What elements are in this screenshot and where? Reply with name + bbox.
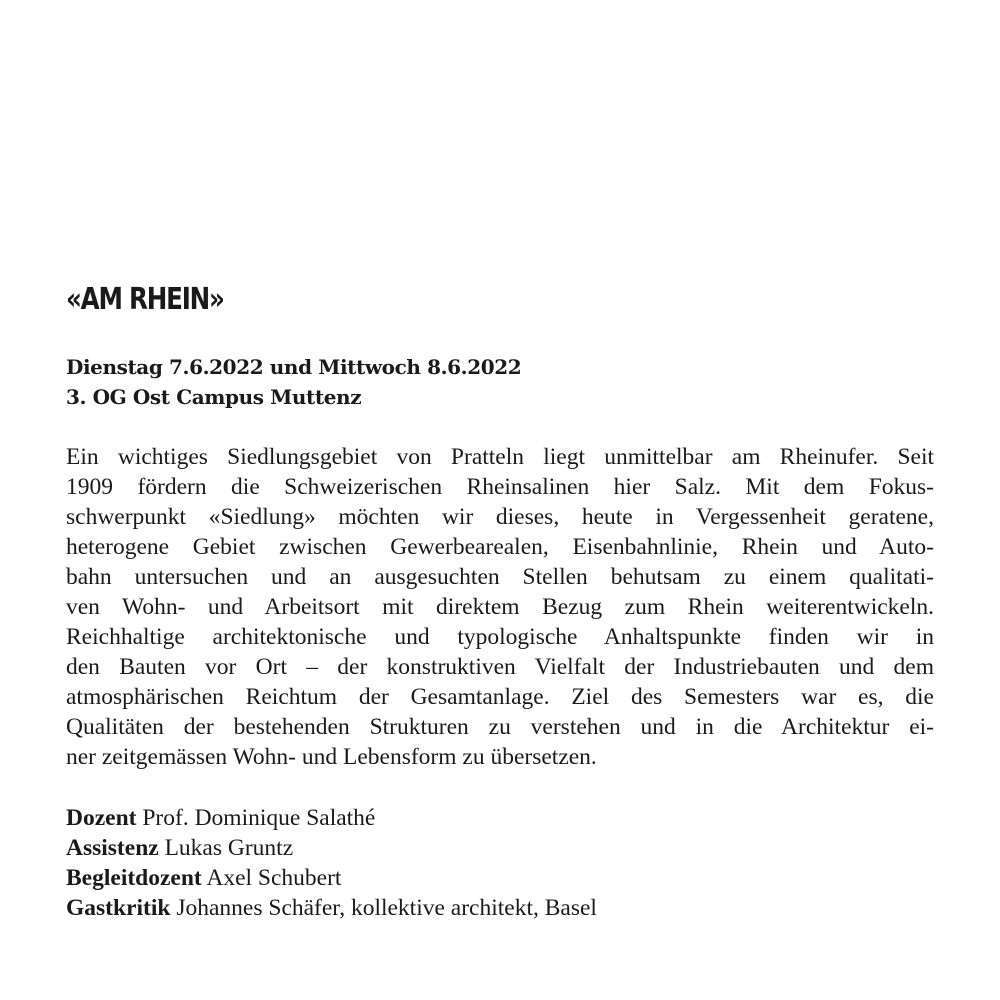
event-date: Dienstag 7.6.2022 und Mittwoch 8.6.2022	[66, 355, 522, 379]
paragraph-line: ven Wohn- und Arbeitsort mit direktem Bezug zum Rhein weiterentwickeln.	[66, 594, 934, 620]
credit-name: Johannes Schäfer, kollektive architekt, Basel	[176, 895, 597, 921]
credit-row-dozent	[66, 803, 934, 833]
credit-name: Lukas Gruntz	[164, 835, 294, 861]
event-info	[66, 352, 934, 412]
paragraph-line: den Bauten vor Ort – der konstruktiven Vielfalt der Industriebauten und dem	[66, 654, 934, 680]
paragraph-line: 1909 fördern die Schweizerischen Rheinsalinen hier Salz. Mit dem Fokus-	[66, 474, 934, 500]
credit-name: Axel Schubert	[206, 865, 342, 891]
credit-role: Dozent	[66, 805, 137, 831]
paragraph-line: Reichhaltige architektonische und typologische Anhaltspunkte finden wir in	[66, 624, 934, 650]
credit-name: Prof. Dominique Salathé	[142, 805, 376, 831]
credit-row-begleitdozent	[66, 863, 934, 893]
paragraph-line: Ein wichtiges Siedlungsgebiet von Pratteln liegt unmittelbar am Rheinufer. Seit	[66, 444, 934, 470]
credit-role: Begleitdozent	[66, 865, 202, 891]
credits-list	[66, 803, 934, 923]
credit-row-gastkritik	[66, 893, 934, 923]
credit-role: Gastkritik	[66, 895, 171, 921]
credit-row-assistenz	[66, 833, 934, 863]
description-paragraph	[66, 442, 934, 772]
paragraph-line: ner zeitgemässen Wohn- und Lebensform zu übersetzen.	[66, 744, 597, 770]
paragraph-line: schwerpunkt «Siedlung» möchten wir dieses, heute in Vergessenheit geratene,	[66, 504, 934, 530]
event-location: 3. OG Ost Campus Muttenz	[66, 385, 362, 409]
credit-role: Assistenz	[66, 835, 159, 861]
paragraph-line: Qualitäten der bestehenden Strukturen zu verstehen und in die Architektur ei-	[66, 714, 934, 740]
paragraph-line: bahn untersuchen und an ausgesuchten Stellen behutsam zu einem qualitati-	[66, 564, 934, 590]
document-page	[66, 282, 934, 923]
paragraph-line: heterogene Gebiet zwischen Gewerbearealen, Eisenbahnlinie, Rhein und Auto-	[66, 534, 934, 560]
page-title: «AM RHEIN»	[66, 282, 224, 317]
paragraph-line: atmosphärischen Reichtum der Gesamtanlage. Ziel des Semesters war es, die	[66, 684, 934, 710]
